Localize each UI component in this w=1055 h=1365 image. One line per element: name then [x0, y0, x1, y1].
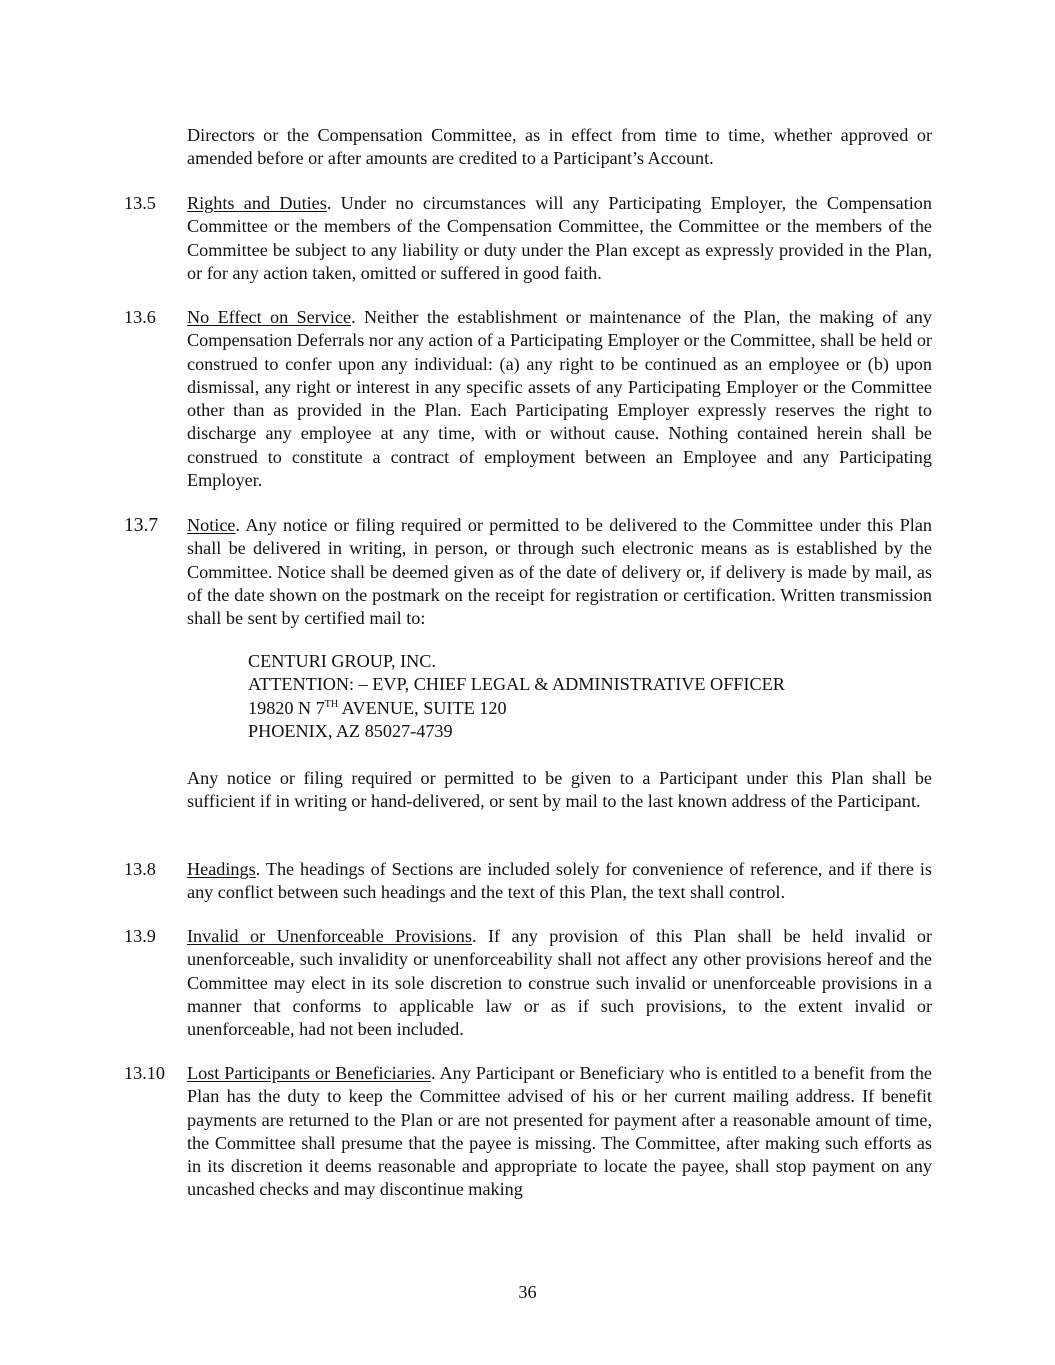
address-line-city: PHOENIX, AZ 85027-4739: [248, 720, 453, 741]
section-number: 13.8: [124, 859, 156, 879]
section-heading: Notice: [187, 515, 236, 535]
page-number: 36: [518, 1282, 537, 1302]
section-number: 13.9: [124, 926, 156, 946]
section-13-9: [124, 925, 932, 1041]
intro-paragraph: Directors or the Compensation Committee, as in effect from time to time, whether approved or amended before or after amounts are credited to a Participant’s Account.: [187, 125, 932, 169]
section-number: 13.6: [124, 307, 156, 327]
section-13-7: [124, 514, 932, 630]
address-line-company: CENTURI GROUP, INC.: [248, 651, 436, 671]
ordinal-suffix: TH: [324, 698, 339, 710]
section-heading: Lost Participants or Beneficiaries: [187, 1063, 432, 1083]
section-number: 13.5: [124, 193, 156, 213]
section-body: . If any provision of this Plan shall be held invalid or unenforceable, such invalidity or unenforceability shall not affect any other provisions hereof and the Committee may elect in its sole discretion to construe such invalid or unenforceable provisions in a manner that conforms to applicable law or as if such provisions, to the extent invalid or unenforceable, had not been included.: [187, 926, 933, 1040]
section-text: [187, 925, 932, 1041]
address-line-attention: ATTENTION: – EVP, CHIEF LEGAL & ADMINISTRATIVE OFFICER: [248, 674, 785, 695]
section-heading: Invalid or Unenforceable Provisions: [187, 926, 472, 946]
section-13-8: [124, 858, 932, 905]
section-13-6: [124, 306, 932, 492]
section-heading: No Effect on Service: [187, 307, 352, 327]
address-line-street: [248, 697, 948, 720]
section-body: . Any notice or filing required or permitted to be delivered to the Committee under this Plan shall be delivered in writing, in person, or through such electronic means as is established by the Committee. Notice shall be deemed given as of the date of delivery or, if delivery is made by mail, as of the date shown on the postmark on the receipt for registration or certification. Written transmission shall be sent by certified mail to:: [187, 515, 932, 629]
section-13-10: [124, 1062, 932, 1202]
street-number: 19820 N 7: [248, 697, 325, 718]
section-13-5: [124, 192, 932, 285]
mailing-address: [248, 650, 948, 743]
section-body: . The headings of Sections are included solely for convenience of reference, and if there is any conflict between such headings and the text of this Plan, the text shall control.: [187, 859, 932, 903]
section-body: . Any Participant or Beneficiary who is entitled to a benefit from the Plan has the duty to keep the Committee advised of his or her current mailing address. If benefit payments are returned to the Plan or are not presented for payment after a reasonable amount of time, the Committee shall presume that the payee is missing. The Committee, after making such efforts as in its discretion it deems reasonable and appropriate to locate the payee, shall stop payment on any uncashed checks and may discontinue making: [187, 1063, 932, 1200]
section-heading: Rights and Duties: [187, 193, 327, 213]
section-body: . Under no circumstances will any Participating Employer, the Compensation Committee or the members of the Compensation Committee, the Committee or the members of the Committee be subject to any liability or duty under the Plan except as expressly provided in the Plan, or for any action taken, omitted or suffered in good faith.: [187, 193, 932, 283]
street-name: AVENUE, SUITE 120: [338, 697, 507, 718]
section-number: 13.7: [124, 515, 159, 536]
section-number: 13.10: [124, 1063, 165, 1083]
section-text: [187, 858, 932, 905]
section-text: [187, 514, 932, 630]
section-heading: Headings: [187, 859, 256, 879]
section-text: [187, 192, 932, 285]
notice-followup-paragraph: Any notice or filing required or permitted to be given to a Participant under this Plan shall be sufficient if in writing or hand-delivered, or sent by mail to the last known address of the Participant.: [187, 768, 932, 812]
section-text: [187, 1062, 932, 1202]
section-text: [187, 306, 932, 492]
section-body: . Neither the establishment or maintenance of the Plan, the making of any Compensation Deferrals nor any action of a Participating Employer or the Committee, shall be held or construed to confer upon any individual: (a) any right to be continued as an employee or (b) upon dismissal, any right or interest in any specific assets of any Participating Employer or the Committee other than as provided in the Plan. Each Participating Employer expressly reserves the right to discharge any employee at any time, with or without cause. Nothing contained herein shall be construed to constitute a contract of employment between an Employee and any Participating Employer.: [187, 307, 932, 491]
